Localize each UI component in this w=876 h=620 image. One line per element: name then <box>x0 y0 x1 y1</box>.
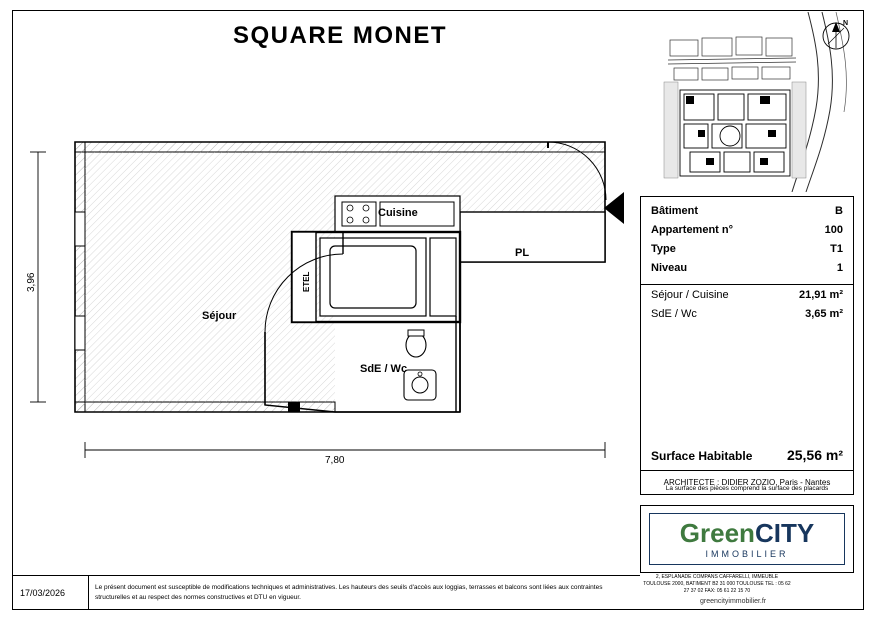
room-label-etel: ETEL <box>302 271 311 292</box>
info-key-niveau: Niveau <box>651 262 688 274</box>
floor-plan-drawing <box>20 120 630 480</box>
surface-habitable-row <box>641 447 853 463</box>
site-map-svg <box>640 12 854 192</box>
info-value-type: T1 <box>830 243 843 255</box>
logo-text-green: Green <box>679 517 755 548</box>
floor-plan-svg <box>20 120 630 480</box>
info-row-type <box>641 243 853 262</box>
info-key-appartement: Appartement n° <box>651 224 734 236</box>
info-divider <box>641 284 853 285</box>
area-key-sde-wc: SdE / Wc <box>651 308 697 320</box>
legal-disclaimer: Le présent document est susceptible de modifications techniques et administratives. Les hauteurs des seuils d'accès aux loggias, terrasses et balcons sont liées aux contraintes structurelles et au respect des normes constructives et DTU en vigueur. <box>95 584 603 601</box>
room-label-cuisine: Cuisine <box>378 207 418 219</box>
logo-wordmark <box>679 517 815 548</box>
room-label-pl: PL <box>515 247 530 259</box>
logo-text-city: CITY <box>754 517 815 548</box>
info-key-batiment: Bâtiment <box>651 205 699 217</box>
logo-subtitle: IMMOBILIER <box>705 548 789 559</box>
info-key-type: Type <box>651 243 676 255</box>
footer-vertical-divider <box>88 575 89 610</box>
surface-note: La surface des pièces comprend la surface des placards <box>665 485 829 492</box>
company-website: greencityimmobilier.fr <box>700 598 767 605</box>
area-row-sde-wc <box>641 308 853 327</box>
info-row-appartement <box>641 224 853 243</box>
area-row-sejour-cuisine <box>641 289 853 308</box>
surface-habitable-value: 25,56 m² <box>786 447 843 463</box>
info-row-batiment <box>641 205 853 224</box>
room-label-sejour: Séjour <box>202 310 237 322</box>
page-title: SQUARE MONET <box>232 22 447 49</box>
architect-credit <box>640 471 854 495</box>
info-value-batiment: B <box>835 205 843 217</box>
dimension-width: 7,80 <box>325 455 345 466</box>
north-indicator-label: N <box>842 20 848 27</box>
area-value-sejour-cuisine: 21,91 m² <box>798 289 843 301</box>
info-value-appartement: 100 <box>824 224 843 236</box>
company-logo <box>649 513 845 565</box>
room-label-sde-wc: SdE / Wc <box>360 363 408 375</box>
company-address: 2, ESPLANADE COMPANS CAFFARELLI, IMMEUBLE TOULOUSE 2000, BATIMENT B2 31 000 TOULOUSE TEL : 05 62 27 37 02 FAX: 05 61 22 15 70 <box>643 574 791 594</box>
surface-habitable-label: Surface Habitable <box>651 449 753 463</box>
area-key-sejour-cuisine: Séjour / Cuisine <box>651 289 729 301</box>
area-value-sde-wc: 3,65 m² <box>805 308 843 320</box>
architect-text: ARCHITECTE : DIDIER ZOZIO, Paris - Nantes <box>663 478 831 487</box>
footer-divider <box>12 575 640 576</box>
info-value-niveau: 1 <box>836 262 843 274</box>
site-location-map <box>640 12 854 192</box>
document-date: 17/03/2026 <box>20 588 66 598</box>
info-row-niveau <box>641 262 853 281</box>
dimension-height: 3,96 <box>26 272 37 292</box>
company-logo-box <box>640 505 854 573</box>
